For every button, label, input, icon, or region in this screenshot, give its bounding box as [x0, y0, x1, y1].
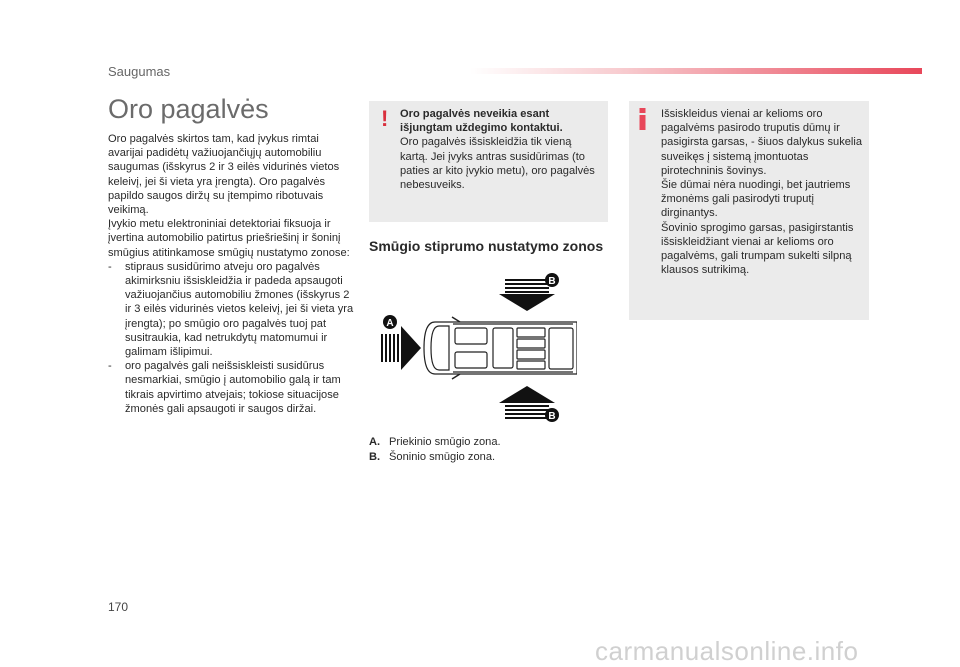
label-b-bottom: B [548, 411, 556, 422]
legend-text: Šoninio smūgio zona. [389, 451, 496, 463]
info-paragraph: Šovinio sprogimo garsas, pasigirstantis išsiskleidžiant vienai ar kelioms oro pagalvėms, gali trumpam sukelti silpną klausos sutrikimą. [661, 221, 854, 277]
section-title: Saugumas [108, 64, 171, 79]
legend-item [369, 435, 501, 450]
page-title: Oro pagalvės [108, 94, 269, 124]
label-a: A [386, 318, 394, 329]
list-item [108, 260, 356, 359]
info-paragraph: Išsiskleidus vienai ar kelioms oro pagalvėms pasirodo truputis dūmų ir pasigirsta garsas, - šiuos dalykus sukelia suveikęs į sistemą įmontuotas pirotechninis šovinys. [661, 108, 863, 177]
label-a-badge [383, 315, 397, 329]
car-top-view [424, 317, 577, 379]
header-accent-bar [470, 68, 922, 74]
label-b-top: B [548, 276, 556, 287]
intro-column [108, 132, 356, 416]
warning-bold-text: Oro pagalvės neveikia esant išjungtam uždegimo kontaktui. [400, 108, 563, 135]
list-item-text: stipraus susidūrimo atveju oro pagalvės akimirksniu išsiskleidžia ir padeda apsaugoti važiuojančius automobiliu žmones (išskyrus 2 ir 3 eilės vidurinės vietos keleivį, jei ši vieta yra įrengta); po smūgio oro pagalvės tuoj pat susitraukia, kad netrukdytų matomumui ir galimam išlipimui. [125, 260, 354, 359]
list-item-text: oro pagalvės gali neišsiskleisti susidūrus nesmarkiai, smūgio į automobilio galą ir tam tikrais apvirtimo atvejais; tokiose situacijose žmonės gali apsaugoti ir saugos diržai. [125, 360, 341, 415]
page-number: 170 [108, 600, 129, 614]
list-item [108, 359, 356, 416]
front-impact-arrow [381, 326, 421, 370]
label-b-top-badge [545, 273, 559, 287]
bullet-marker: - [108, 260, 112, 273]
legend-text: Priekinio smūgio zona. [389, 436, 501, 448]
label-b-bottom-badge [545, 408, 559, 422]
zones-heading: Smūgio stiprumo nustatymo zonos [369, 238, 604, 254]
intro-paragraph: Oro pagalvės skirtos tam, kad įvykus rimtai avarijai padidėtų važiuojančiųjų automobiliu saugumas (išskyrus 2 ir 3 eilės vidurinės vietos keleivį, jei ši vieta yra įrengta). Oro pagalvės papildo saugos diržų su įtempimo ribotuvais veikimą. [108, 133, 340, 217]
warning-icon: ! [381, 106, 389, 131]
warning-body-text: Oro pagalvės išsiskleidžia tik vieną kartą. Jei įvyks antras susidūrimas (to paties ar kito įvykio metu), oro pagalvės nebesuveiks. [400, 136, 595, 192]
info-paragraph: Šie dūmai nėra nuodingi, bet jautriems žmonėms gali pasirodyti truputį dirginantys. [661, 179, 851, 220]
impact-zones-diagram [377, 266, 577, 432]
info-text [661, 107, 863, 277]
legend-item [369, 450, 501, 465]
diagram-legend [369, 435, 501, 465]
legend-key: B. [369, 451, 381, 463]
legend-key: A. [369, 436, 381, 448]
warning-text [400, 107, 600, 192]
watermark: carmanualsonline.info [595, 636, 859, 666]
info-icon [638, 108, 647, 130]
intro-paragraph: Įvykio metu elektroniniai detektoriai fiksuoja ir įvertina automobilio patirtus priešriešinį ir šoninį smūgius atitinkamose smūgių nustatymo zonose: [108, 218, 350, 259]
bullet-marker: - [108, 360, 112, 373]
